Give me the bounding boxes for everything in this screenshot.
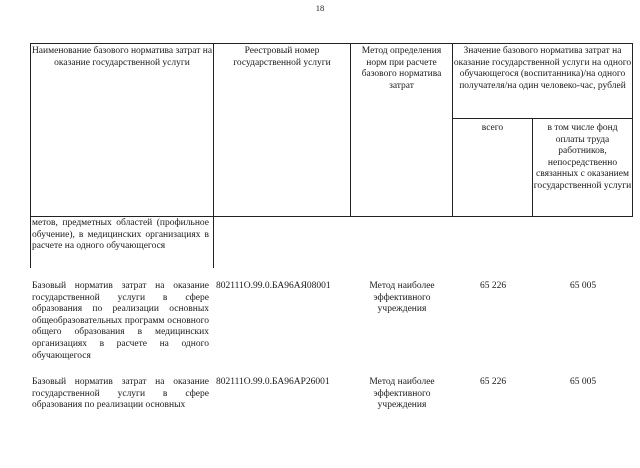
header-registry-number: Реестровый номер государственной услуги — [213, 43, 351, 217]
header-method: Метод определения норм при расчете базового норматива затрат — [350, 43, 453, 217]
row-service-name: Базовый норматив затрат на оказание государственной услуги в сфере образования по реализации основных общеобразовательных программ основного общего образования в медицинских организациях в расчете на одного обучающегося — [32, 281, 209, 361]
header-wage-fund: в том числе фонд оплаты труда работников, непосредственно связанных с оказанием государственной услуги — [532, 118, 633, 217]
row-total: 65 226 — [479, 281, 507, 291]
header-service-name: Наименование базового норматива затрат на оказание государственной услуги — [30, 43, 214, 217]
row-registry-number: 802111О.99.0.БА96АР26001 — [216, 377, 330, 387]
row-method: Метод наиболее эффективного учреждения — [369, 281, 435, 315]
header-total: всего — [452, 118, 533, 217]
table-left-border — [30, 216, 31, 268]
row-wage-fund: 65 005 — [569, 377, 597, 387]
continuation-text: метов, предметных областей (профильное обучение), в медицинских организациях в расчете на одного обучающегося — [32, 218, 209, 252]
row-registry-number: 802111О.99.0.БА96АЯ08001 — [216, 281, 331, 291]
row-total: 65 226 — [479, 377, 507, 387]
table-column-divider — [213, 216, 214, 268]
row-wage-fund: 65 005 — [569, 281, 597, 291]
page-number: 18 — [315, 3, 325, 13]
row-service-name: Базовый норматив затрат на оказание государственной услуги в сфере образования по реализации основных — [32, 377, 209, 411]
header-norm-value: Значение базового норматива затрат на оказание государственной услуги на одного обучающегося (воспитанника)/на одного получателя/на один человеко-час, рублей — [452, 43, 633, 119]
row-method: Метод наиболее эффективного учреждения — [369, 377, 435, 411]
